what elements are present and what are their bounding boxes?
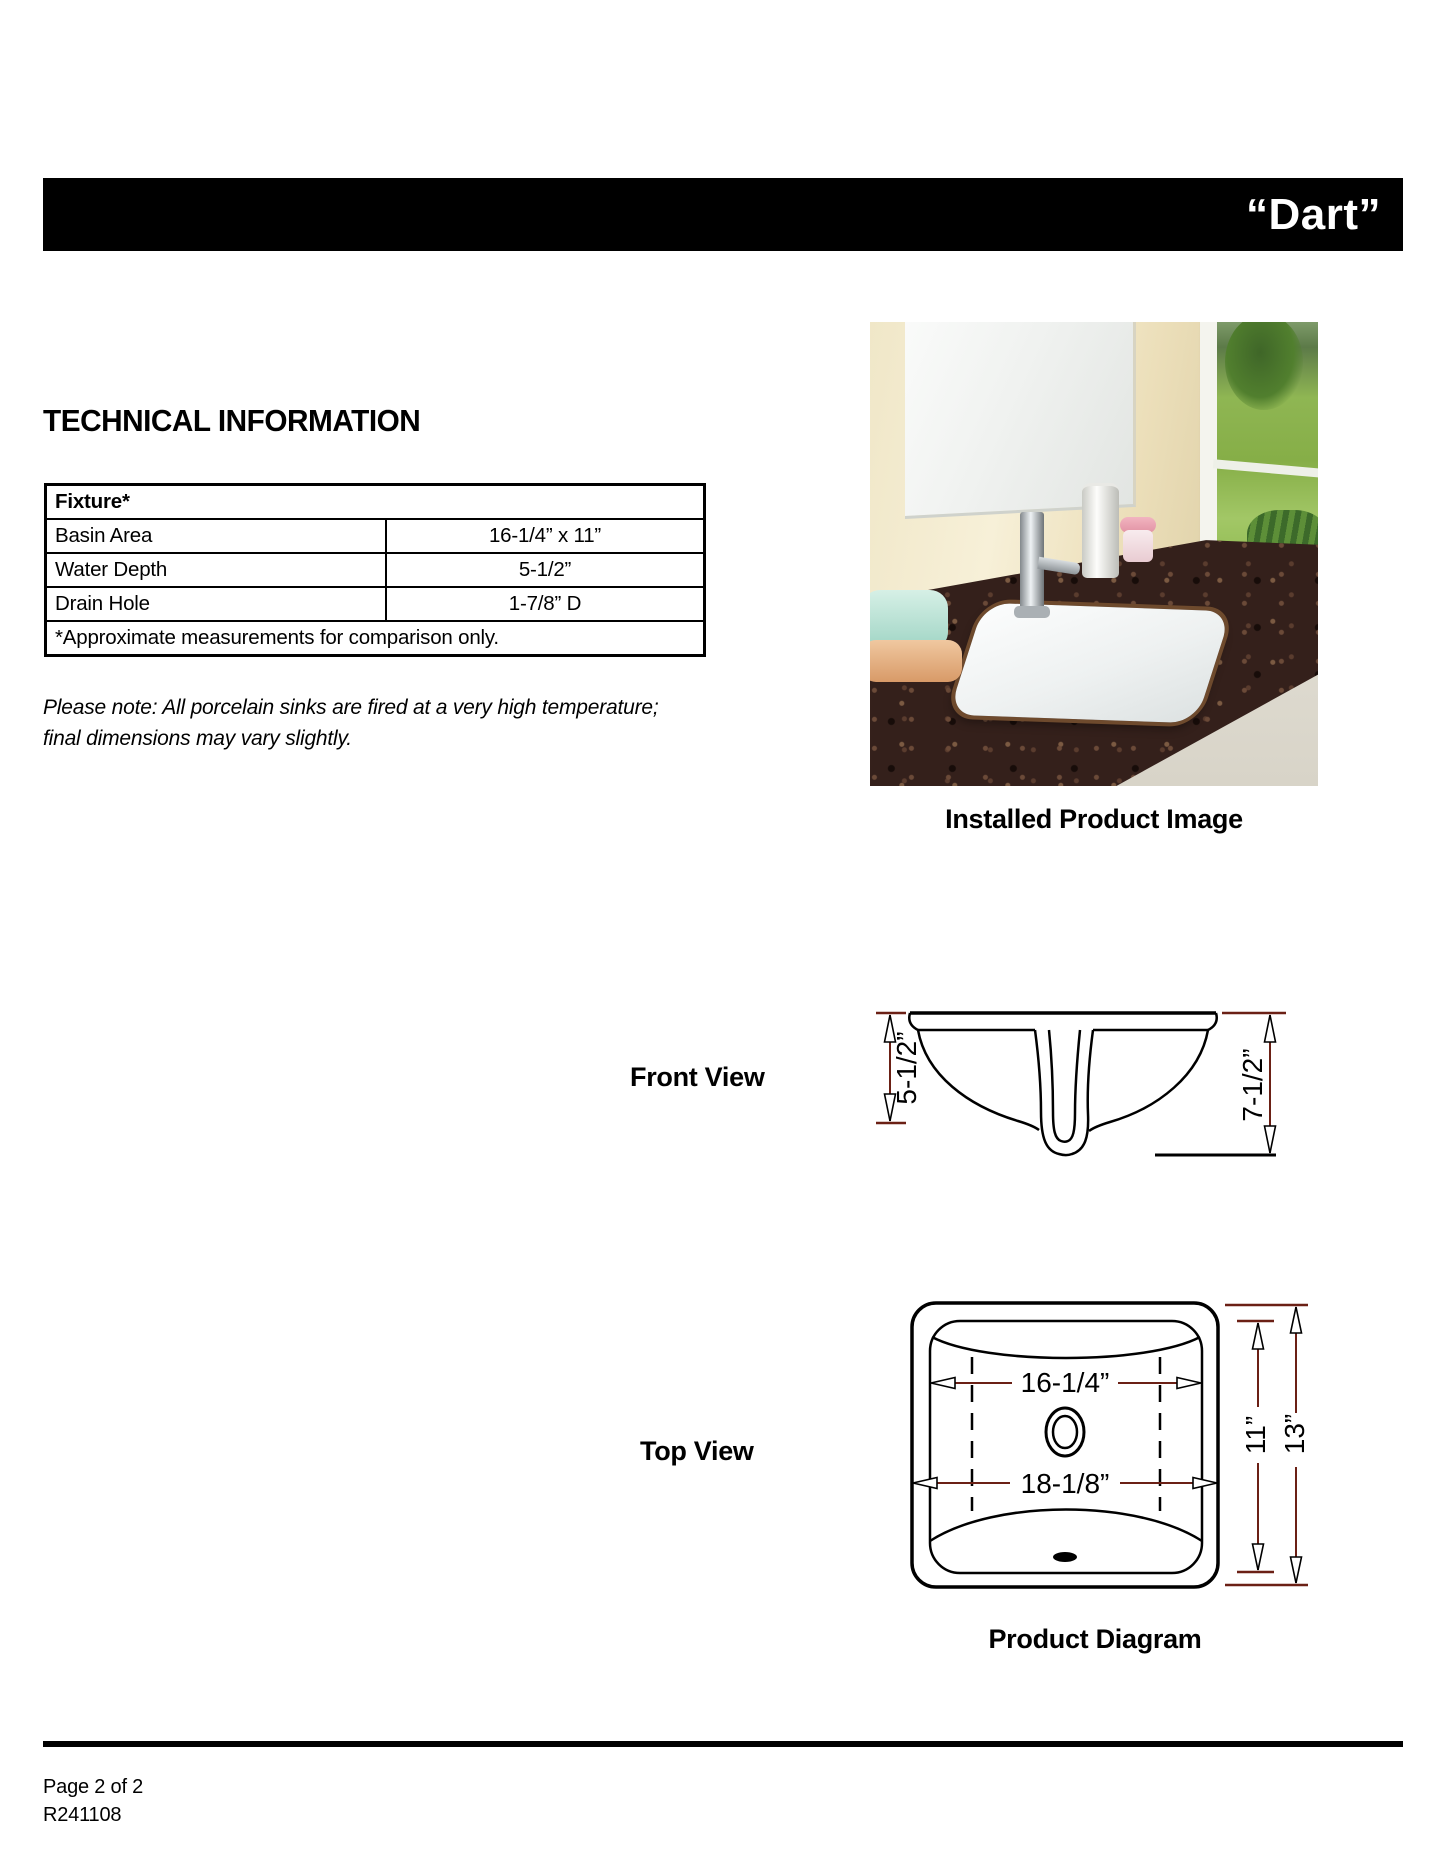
overflow-hole bbox=[1053, 1552, 1077, 1562]
technical-information-heading: TECHNICAL INFORMATION bbox=[43, 403, 421, 438]
table-row bbox=[46, 587, 705, 621]
title-bar bbox=[43, 178, 1403, 251]
sink-cross-section bbox=[909, 1013, 1276, 1155]
footer-rule bbox=[43, 1741, 1403, 1747]
top-view-label: Top View bbox=[640, 1436, 754, 1466]
sink-top-outline bbox=[912, 1303, 1218, 1587]
photo-undermount-sink bbox=[948, 603, 1231, 724]
product-diagram-caption: Product Diagram bbox=[988, 1624, 1202, 1654]
basin-depth-value: 5-1/2” bbox=[891, 1031, 922, 1105]
row-value: 1-7/8” D bbox=[386, 587, 705, 621]
fixture-header-cell: Fixture* bbox=[46, 485, 705, 520]
row-value: 16-1/4” x 11” bbox=[386, 519, 705, 553]
revision-code: R241108 bbox=[43, 1804, 122, 1826]
overall-width-dimension bbox=[913, 1468, 1217, 1499]
installed-image-caption: Installed Product Image bbox=[945, 804, 1243, 834]
row-label: Drain Hole bbox=[46, 587, 387, 621]
table-footnote-row bbox=[46, 621, 705, 656]
overall-height-dimension bbox=[1222, 1013, 1286, 1153]
photo-garden-view bbox=[1217, 322, 1318, 574]
photo-tree bbox=[1225, 322, 1303, 410]
installed-product-photo bbox=[870, 322, 1318, 786]
table-row bbox=[46, 553, 705, 587]
front-view-diagram bbox=[858, 990, 1288, 1180]
basin-depth-ftb-value: 11” bbox=[1240, 1415, 1271, 1455]
basin-width-value: 16-1/4” bbox=[1020, 1367, 1110, 1398]
porcelain-note bbox=[43, 692, 659, 754]
table-row bbox=[46, 519, 705, 553]
row-label: Basin Area bbox=[46, 519, 387, 553]
front-view-label: Front View bbox=[630, 1062, 765, 1092]
overall-depth-ftb-value: 13” bbox=[1279, 1413, 1310, 1455]
page-number: Page 2 of 2 bbox=[43, 1776, 144, 1798]
basin-depth-ftb-dimension bbox=[1237, 1321, 1274, 1572]
porcelain-note-line1: Please note: All porcelain sinks are fired at a very high temperature; bbox=[43, 696, 659, 719]
photo-peach-towel bbox=[870, 640, 962, 682]
table-header-row bbox=[46, 485, 705, 520]
photo-faucet-base bbox=[1014, 606, 1050, 618]
row-value: 5-1/2” bbox=[386, 553, 705, 587]
overall-width-value: 18-1/8” bbox=[1020, 1468, 1110, 1499]
product-name: “Dart” bbox=[1245, 189, 1381, 239]
table-footnote: *Approximate measurements for comparison only. bbox=[46, 621, 705, 656]
overall-height-value: 7-1/2” bbox=[1237, 1048, 1268, 1122]
photo-lotion-bottle bbox=[1082, 483, 1119, 578]
row-label: Water Depth bbox=[46, 553, 387, 587]
porcelain-note-line2: final dimensions may vary slightly. bbox=[43, 727, 352, 750]
photo-pink-jar bbox=[1123, 530, 1153, 562]
photo-fence-rail bbox=[1213, 459, 1318, 478]
top-view-diagram bbox=[900, 1295, 1320, 1595]
fixture-spec-table bbox=[44, 483, 706, 657]
